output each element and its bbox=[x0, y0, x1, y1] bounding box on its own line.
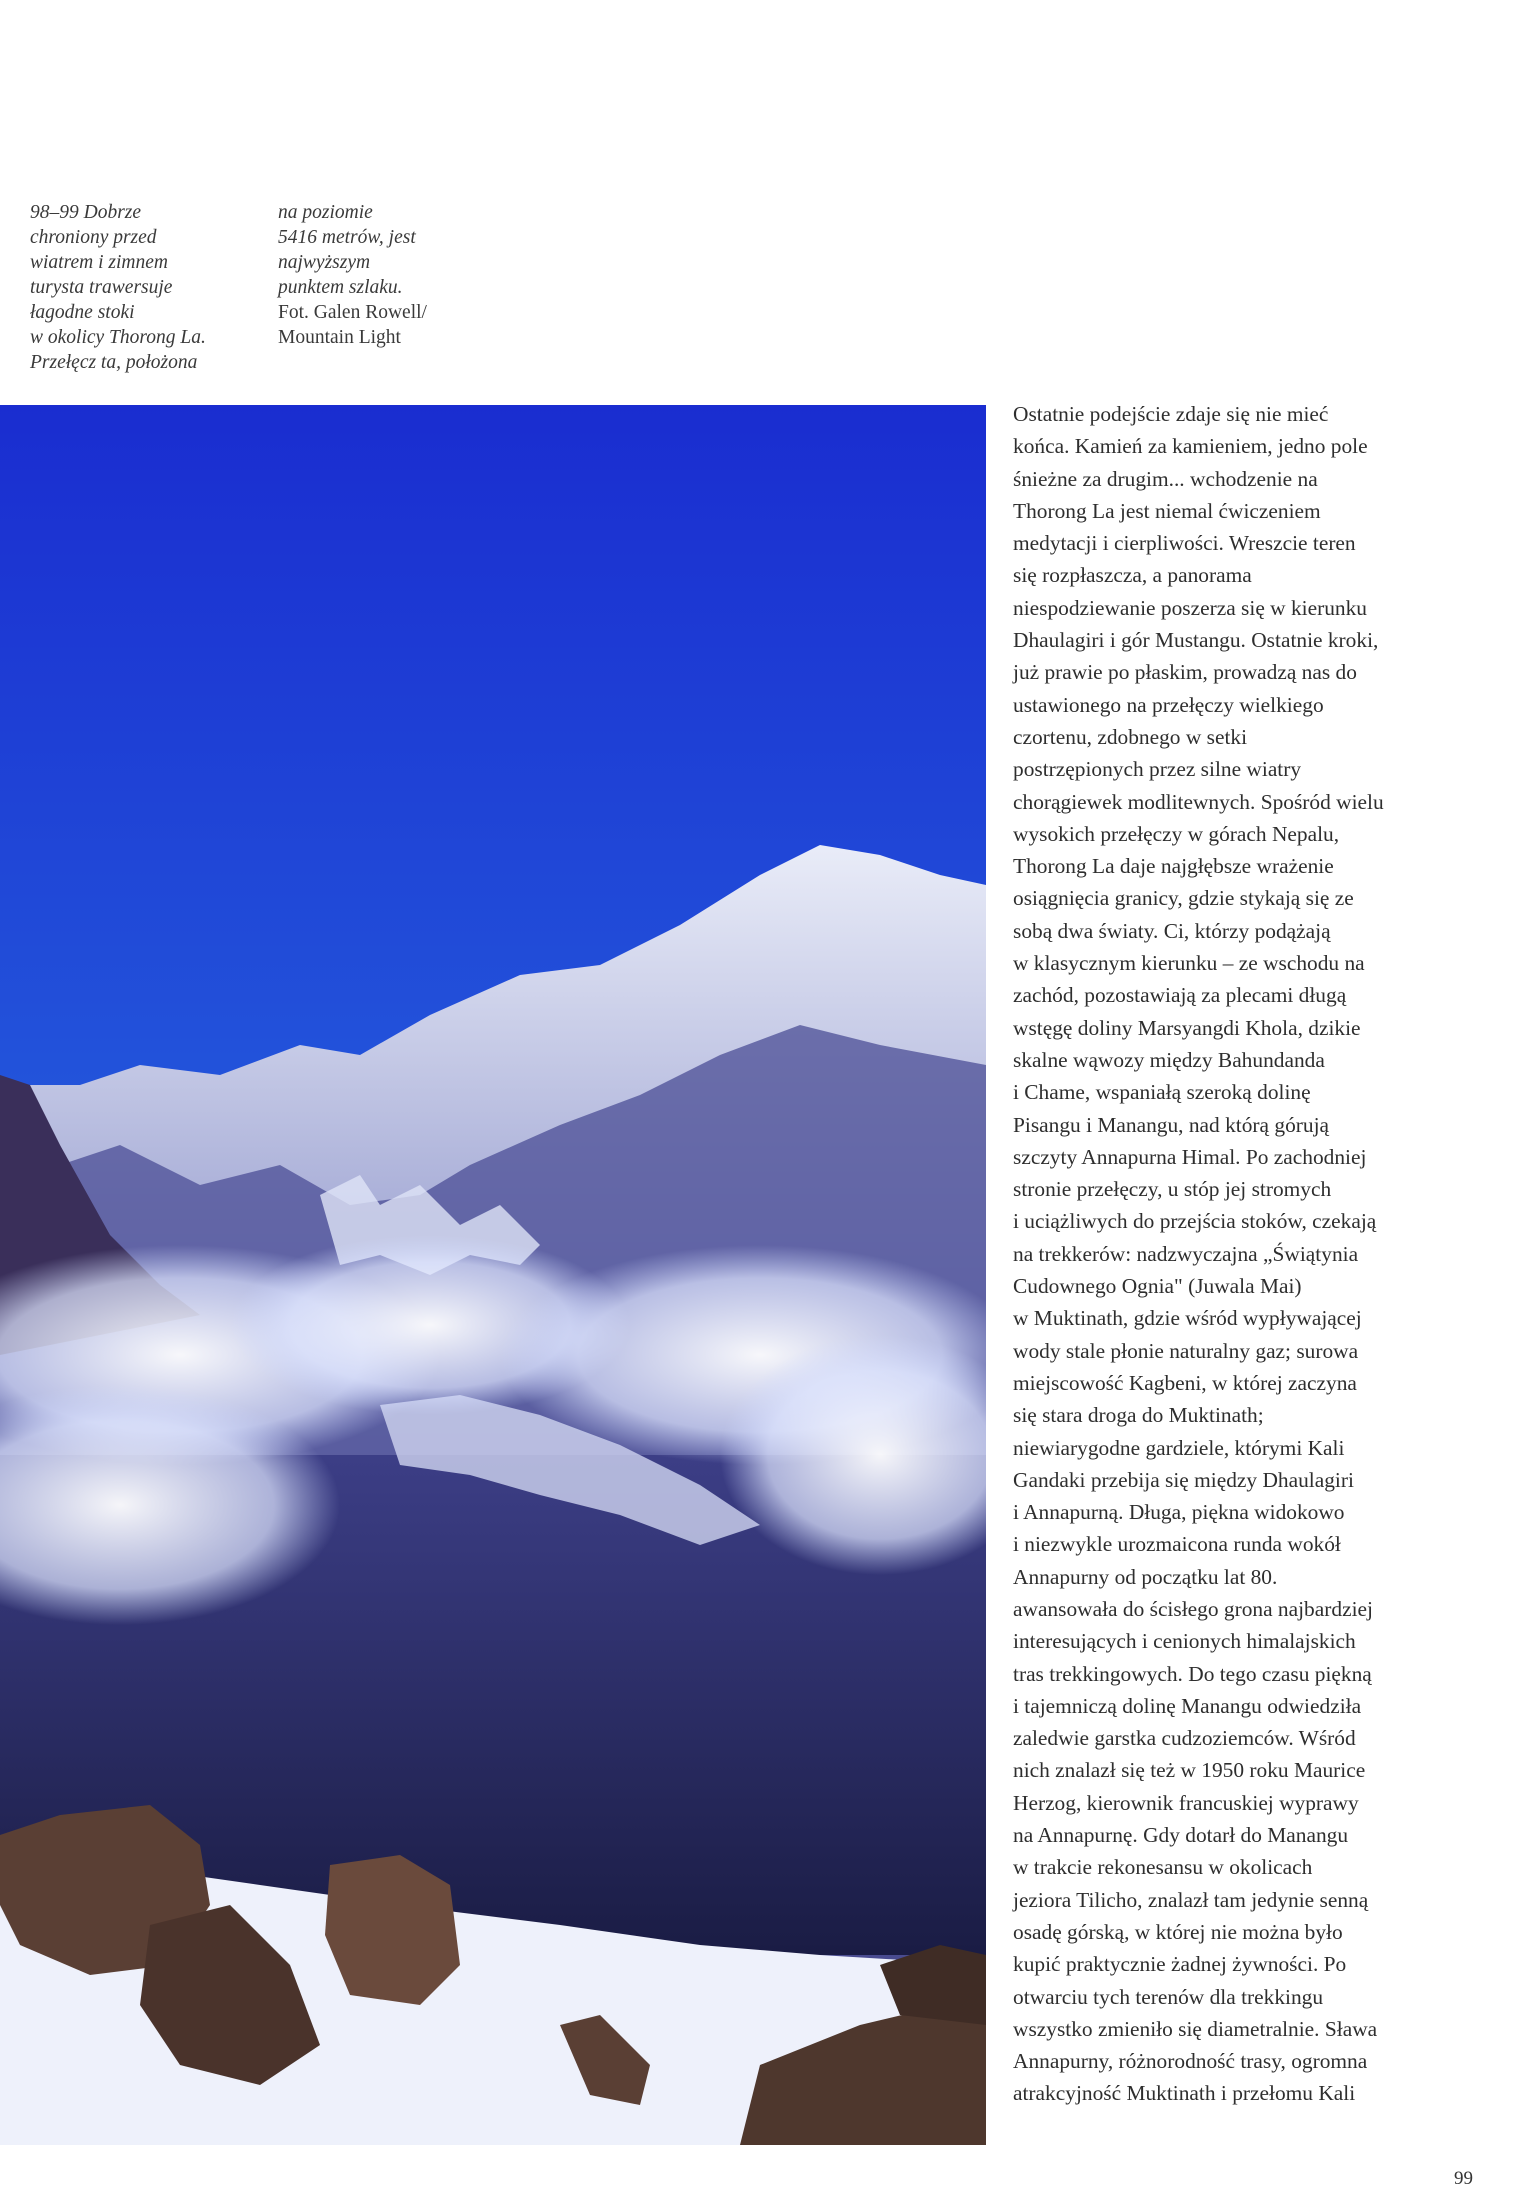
caption-line: chroniony przed bbox=[30, 227, 157, 248]
body-text-line: Dhaulagiri i gór Mustangu. Ostatnie kroki, bbox=[1013, 628, 1379, 653]
body-text-line: medytacji i cierpliwości. Wreszcie teren bbox=[1013, 531, 1356, 556]
body-text-line: się rozpłaszcza, a panorama bbox=[1013, 563, 1252, 588]
body-text-line: zachód, pozostawiają za plecami długą bbox=[1013, 983, 1347, 1008]
body-text-line: w trakcie rekonesansu w okolicach bbox=[1013, 1855, 1313, 1880]
body-text-line: miejscowość Kagbeni, w której zaczyna bbox=[1013, 1370, 1357, 1395]
body-text-line: otwarciu tych terenów dla trekkingu bbox=[1013, 1984, 1324, 2009]
body-text-line: już prawie po płaskim, prowadzą nas do bbox=[1013, 660, 1357, 685]
body-text-line: wody stale płonie naturalny gaz; surowa bbox=[1013, 1338, 1359, 1363]
body-text-line: Herzog, kierownik francuskiej wyprawy bbox=[1013, 1790, 1359, 1815]
body-text-line: nich znalazł się też w 1950 roku Maurice bbox=[1013, 1758, 1366, 1783]
body-text-line: Ostatnie podejście zdaje się nie mieć bbox=[1013, 402, 1329, 426]
body-text-line: i uciążliwych do przejścia stoków, czekają bbox=[1013, 1209, 1377, 1234]
body-text-line: chorągiewek modlitewnych. Spośród wielu bbox=[1013, 789, 1384, 814]
body-text-line: się stara droga do Muktinath; bbox=[1013, 1403, 1264, 1428]
body-text-line: niewiarygodne gardziele, którymi Kali bbox=[1013, 1435, 1345, 1460]
body-text-line: w klasycznym kierunku – ze wschodu na bbox=[1013, 951, 1365, 976]
caption-line: Fot. Galen Rowell/ bbox=[278, 302, 427, 323]
body-text-line: zaledwie garstka cudzoziemców. Wśród bbox=[1013, 1726, 1356, 1751]
caption-line: na poziomie bbox=[278, 202, 373, 223]
page-number: 99 bbox=[1454, 2168, 1473, 2189]
body-text-line: na trekkerów: nadzwyczajna „Świątynia bbox=[1013, 1241, 1359, 1266]
body-text-line: Thorong La daje najgłębsze wrażenie bbox=[1013, 854, 1334, 879]
body-text-line: osadę górską, w której nie można było bbox=[1013, 1919, 1343, 1944]
body-text-line: postrzępionych przez silne wiatry bbox=[1013, 757, 1302, 782]
body-text-line: atrakcyjność Muktinath i przełomu Kali bbox=[1013, 2081, 1356, 2106]
caption-line: Przełęcz ta, położona bbox=[30, 352, 198, 373]
body-text-line: na Annapurnę. Gdy dotarł do Manangu bbox=[1013, 1823, 1349, 1848]
body-text-line: kupić praktycznie żadnej żywności. Po bbox=[1013, 1952, 1347, 1977]
body-text-line: jeziora Tilicho, znalazł tam jedynie senną bbox=[1013, 1887, 1369, 1912]
mountain-photo bbox=[0, 405, 986, 2145]
body-text-line: wysokich przełęczy w górach Nepalu, bbox=[1013, 821, 1340, 846]
caption-column-2 bbox=[278, 200, 508, 350]
caption-line: turysta trawersuje bbox=[30, 277, 173, 298]
caption-line: w okolicy Thorong La. bbox=[30, 327, 206, 348]
body-text-line: Annapurny, różnorodność trasy, ogromna bbox=[1013, 2049, 1368, 2074]
caption-line: punktem szlaku. bbox=[278, 277, 403, 298]
body-text-line: końca. Kamień za kamieniem, jedno pole bbox=[1013, 434, 1368, 459]
body-text-line: sobą dwa światy. Ci, którzy podążają bbox=[1013, 918, 1331, 943]
body-text-line: Pisangu i Manangu, nad którą górują bbox=[1013, 1112, 1330, 1137]
body-text-line: czortenu, zdobnego w setki bbox=[1013, 724, 1248, 749]
body-text-line: i tajemniczą dolinę Manangu odwiedziła bbox=[1013, 1693, 1362, 1718]
body-text-line: ustawionego na przełęczy wielkiego bbox=[1013, 692, 1324, 717]
caption-line: Mountain Light bbox=[278, 327, 401, 348]
body-text-line: tras trekkingowych. Do tego czasu piękną bbox=[1013, 1661, 1372, 1686]
caption-line: 98–99 Dobrze bbox=[30, 202, 142, 223]
caption-line: 5416 metrów, jest bbox=[278, 227, 416, 248]
body-text-line: wstęgę doliny Marsyangdi Khola, dzikie bbox=[1013, 1015, 1361, 1040]
body-text-line: Cudownego Ognia" (Juwala Mai) bbox=[1013, 1274, 1302, 1299]
body-text-line: stronie przełęczy, u stóp jej stromych bbox=[1013, 1177, 1332, 1202]
body-text-line: i niezwykle urozmaicona runda wokół bbox=[1013, 1532, 1341, 1557]
body-text-line: szczyty Annapurna Himal. Po zachodniej bbox=[1013, 1144, 1367, 1169]
body-text-line: w Muktinath, gdzie wśród wypływającej bbox=[1013, 1306, 1362, 1331]
body-text-line: niespodziewanie poszerza się w kierunku bbox=[1013, 595, 1368, 620]
body-text-line: awansowała do ścisłego grona najbardziej bbox=[1013, 1596, 1373, 1621]
caption-column-1 bbox=[30, 200, 260, 375]
body-text-line: interesujących i cenionych himalajskich bbox=[1013, 1629, 1356, 1654]
caption-line: wiatrem i zimnem bbox=[30, 252, 168, 273]
body-text-line: skalne wąwozy między Bahundanda bbox=[1013, 1047, 1325, 1072]
article-body bbox=[1013, 398, 1483, 2110]
body-text-line: i Annapurną. Długa, piękna widokowo bbox=[1013, 1500, 1345, 1525]
body-text-line: i Chame, wspaniałą szeroką dolinę bbox=[1013, 1080, 1311, 1105]
body-text-line: wszystko zmieniło się diametralnie. Sława bbox=[1013, 2016, 1378, 2041]
body-text-line: śnieżne za drugim... wchodzenie na bbox=[1013, 466, 1318, 491]
body-text-line: Thorong La jest niemal ćwiczeniem bbox=[1013, 498, 1321, 523]
body-text-line: Gandaki przebija się między Dhaulagiri bbox=[1013, 1467, 1354, 1492]
caption-line: łagodne stoki bbox=[30, 302, 135, 323]
body-text-line: osiągnięcia granicy, gdzie stykają się ze bbox=[1013, 886, 1354, 911]
body-text-line: Annapurny od początku lat 80. bbox=[1013, 1564, 1278, 1589]
caption-line: najwyższym bbox=[278, 252, 371, 273]
